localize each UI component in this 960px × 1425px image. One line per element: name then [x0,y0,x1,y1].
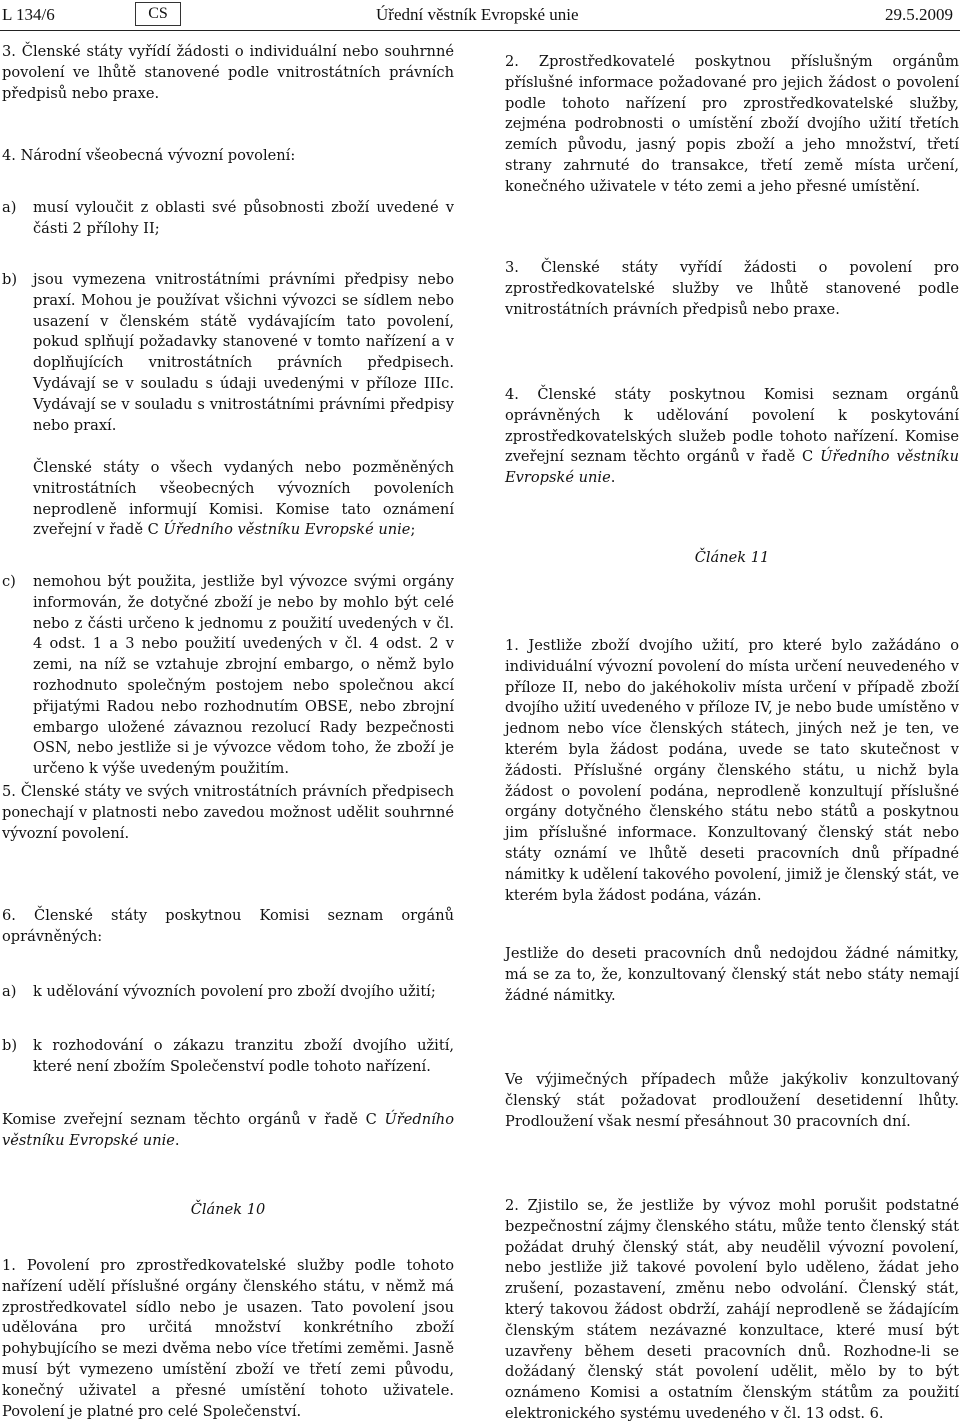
article-11-paragraph-1: 1. Jestliže zboží dvojího užití, pro které bylo zažádáno o individuální vývozní povolení do místa určení neuvedeného v příloze II, nebo do jakéhokoliv místa určení v případě zboží dvojího užití uvedeného v příloze IV, je nebo bude umístěno v jednom nebo více členských státech, jiných než je ten, ve kterém byla žádost podána, uvede se tato skutečnost v žádosti. Příslušné orgány členského státu, u nichž byla žádost o povolení podána, neprodleně konzultují příslušné orgány dotyčného členského státu nebo států a poskytnou jim příslušné informace. Konzultovaný členský stát nebo státy oznámí ve lhůtě deseti pracovních dnů případné námitky k udělení takového povolení, jimiž je členský stát, ve kterém byla žádost podána, vázán. [505,637,959,904]
page-header [0,0,960,32]
item-a-marker: a) [2,199,17,216]
paragraph-3: 3. Členské státy vyřídí žádosti o individuální nebo souhrnné povolení ve lhůtě stanovené podle vnitrostátních právních předpisů nebo praxe. [2,43,454,102]
item-6a-marker: a) [2,983,17,1000]
item-6b-marker: b) [2,1037,18,1054]
item-c-text: nemohou být použita, jestliže byl vývozce svými orgány informován, že dotyčné zboží je nebo by mohlo být celé nebo z části určeno k jednomu z použití uvedených v čl. 4 odst. 1 a 3 nebo použití uvedených v čl. 4 odst. 2 v zemi, na níž se vztahuje zbrojní embargo, o němž bylo rozhodnuto společným postojem nebo společnou akcí přijatými Radou nebo rozhodnutím OBSE, nebo zbrojní embargo uložené závaznou rezolucí Rady bezpečnosti OSN, nebo jestliže si je vývozce vědom toho, že zboží je určeno k výše uvedeným použitím. [33,573,454,778]
item-6b-text: k rozhodování o zákazu tranzitu zboží dvojího užití, které není zbožím Společenství podle tohoto nařízení. [33,1037,454,1075]
item-6a-text: k udělování vývozních povolení pro zboží dvojího užití; [33,983,436,1000]
article-11-paragraph-1c: Ve výjimečných případech může jakýkoliv konzultovaný členský stát požadovat prodloužení desetidenní lhůty. Prodloužení však nesmí přesáhnout 30 pracovních dní. [505,1071,959,1130]
article-11-paragraph-2: 2. Zjistilo se, že jestliže by vývoz mohl porušit podstatné bezpečnostní zájmy členského státu, může tento členský stát požádat druhý členský stát, aby neudělil vývozní povolení, nebo jestliže již takové povolení bylo uděleno, žádat jeho zrušení, pozastavení, změnu nebo odvolání. Členský stát, který takovou žádost obdrží, zahájí neprodleně se žádajícím členským státem nezávazné konzultace, které musí být uzavřeny během deseti pracovních dnů. Rozhodne-li se dožádaný členský stát povolení udělit, mělo by to být oznámeno Komisi a ostatním členským státům za použití elektronického systému uvedeného v čl. 13 odst. 6. [505,1197,959,1422]
paragraph-4: 4. Národní všeobecná vývozní povolení: [2,147,296,164]
paragraph-6-closing: Komise zveřejní seznam těchto orgánů v řadě C Úředního věstníku Evropské unie. [2,1111,454,1149]
article-11-heading: Článek 11 [694,549,770,566]
article-10-paragraph-2: 2. Zprostředkovatelé poskytnou příslušným orgánům příslušné informace požadované pro jejich žádost o povolení podle tohoto nařízení pro zprostředkovatelské služby, zejména podrobnosti o umístění zboží dvojího užití třetích zemích původu, jasný popis zboží a jeho množství, třetí strany zahrnuté do transakce, třetí země místa určení, konečného uživatele v této zemi a jeho přesné umístění. [505,53,959,195]
item-b-marker: b) [2,271,18,288]
journal-title: Úřední věstník Evropské unie [376,5,579,24]
page-number: L 134/6 [2,5,55,24]
item-b-text: jsou vymezena vnitrostátními právními předpisy nebo praxí. Mohou je používat všichni vývozci se sídlem nebo usazení v členském státě vydávajícím tato povolení, pokud splňují požadavky stanovené v tomto nařízení a v doplňujících vnitrostátních právních předpisech. Vydávají se v souladu s údaji uvedenými v příloze IIIc. Vydávají se v souladu s vnitrostátními právními předpisy nebo praxí. [33,271,454,434]
article-10-paragraph-3: 3. Členské státy vyřídí žádosti o povolení pro zprostředkovatelské služby ve lhůtě stanovené podle vnitrostátních právních předpisů nebo praxe. [505,259,959,318]
article-10-paragraph-4: 4. Členské státy poskytnou Komisi seznam orgánů oprávněných k udělování povolení k poskytování zprostředkovatelských služeb podle tohoto nařízení. Komise zveřejní seznam těchto orgánů v řadě C Úředního věstníku Evropské unie. [505,386,959,487]
item-c-marker: c) [2,573,16,590]
paragraph-6: 6. Členské státy poskytnou Komisi seznam orgánů oprávněných: [2,907,454,945]
publication-date: 29.5.2009 [885,5,953,24]
item-b-cont-text: Členské státy o všech vydaných nebo pozměněných vnitrostátních všeobecných vývozních povoleních neprodleně informují Komisi. Komise tato oznámení zveřejní v řadě C Úředního věstníku Evropské unie; [33,459,454,539]
article-10-heading: Článek 10 [190,1201,266,1218]
article-10-paragraph-1: 1. Povolení pro zprostředkovatelské služby podle tohoto nařízení udělí příslušné orgány členského státu, v němž má zprostředkovatel sídlo nebo je usazen. Tato povolení jsou udělována pro určitá množství konkrétního zboží pohybujícího se mezi dvěma nebo více třetími zeměmi. Jasně musí být vymezeno umístění zboží ve třetí zemi původu, konečný uživatel a přesné umístění tohoto uživatele. Povolení je platné pro celé Společenství. [2,1257,454,1420]
article-11-paragraph-1b: Jestliže do deseti pracovních dnů nedojdou žádné námitky, má se za to, že, konzultovaný členský stát nebo státy nemají žádné námitky. [505,945,959,1004]
paragraph-5: 5. Členské státy ve svých vnitrostátních právních předpisech ponechají v platnosti nebo zavedou možnost udělit souhrnné vývozní povolení. [2,783,454,842]
header-rule [0,30,960,31]
language-code: CS [135,2,181,26]
item-a-text: musí vyloučit z oblasti své působnosti zboží uvedené v části 2 přílohy II; [33,199,454,237]
